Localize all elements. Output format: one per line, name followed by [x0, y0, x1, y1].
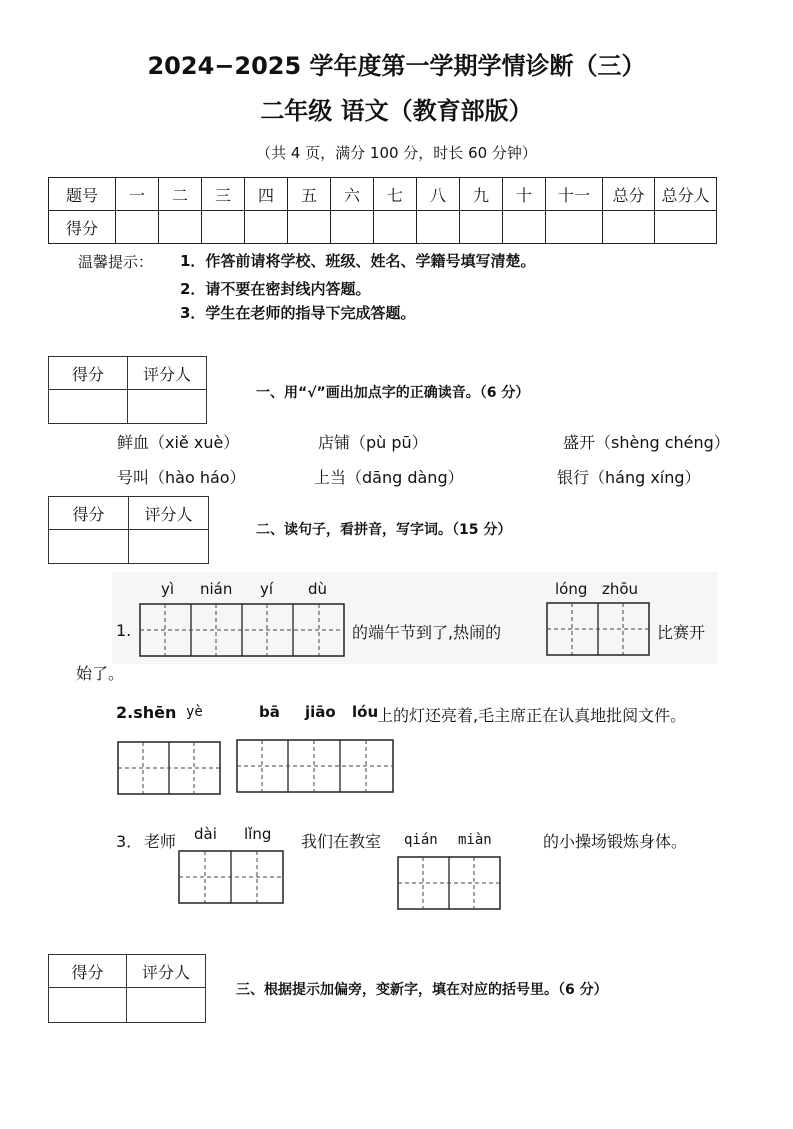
sentence-text: 的小操场锻炼身体。: [543, 832, 688, 851]
score-entry-cell[interactable]: [460, 211, 503, 244]
tip-item: 2．请不要在密封线内答题。: [180, 280, 371, 298]
question-number: 1.: [116, 621, 132, 640]
pinyin: nián: [200, 580, 233, 598]
pinyin: yì: [161, 580, 175, 598]
grader-name-entry[interactable]: [129, 530, 209, 564]
pinyin: lóng: [555, 580, 588, 598]
sentence-text: 比赛开: [657, 623, 706, 642]
score-table-cell: 十: [503, 178, 546, 211]
section1-title: 一、用“√”画出加点字的正确读音。（6 分）: [256, 385, 530, 401]
score-entry-cell[interactable]: [288, 211, 331, 244]
score-entry-cell[interactable]: [159, 211, 202, 244]
question-number: 3．: [116, 832, 143, 851]
score-table-cell: 一: [116, 178, 159, 211]
pinyin: miàn: [458, 832, 492, 848]
score-table-score-row: [49, 211, 717, 244]
score-table-cell: 七: [374, 178, 417, 211]
score-entry-cell[interactable]: [546, 211, 603, 244]
exam-subtitle: 二年级 语文（教育部版）: [260, 97, 533, 125]
score-table-cell: 十一: [546, 178, 603, 211]
score-table-row-label: 得分: [49, 211, 116, 244]
pinyin: qián: [404, 832, 438, 848]
grader-score-label: 得分: [49, 357, 128, 390]
reading-item[interactable]: 号叫（hào háo）: [117, 468, 246, 487]
sentence-text: 的端午节到了,热闹的: [352, 623, 502, 642]
score-entry-cell[interactable]: [417, 211, 460, 244]
writing-grid-4[interactable]: [139, 603, 345, 657]
reading-item[interactable]: 银行（háng xíng）: [557, 468, 701, 487]
score-table: [48, 177, 717, 244]
score-entry-cell[interactable]: [331, 211, 374, 244]
score-table-cell: 八: [417, 178, 460, 211]
grader-box-2: [48, 496, 209, 564]
grader-score-entry[interactable]: [49, 988, 127, 1023]
section3-title: 三、根据提示加偏旁，变新字，填在对应的括号里。（6 分）: [236, 982, 608, 998]
score-table-cell: 题号: [49, 178, 116, 211]
score-table-cell: 五: [288, 178, 331, 211]
grader-name-entry[interactable]: [128, 390, 207, 424]
grader-name-label: 评分人: [127, 955, 206, 988]
grader-name-label: 评分人: [128, 357, 207, 390]
reading-item[interactable]: 上当（dāng dàng）: [314, 468, 464, 487]
score-entry-cell[interactable]: [374, 211, 417, 244]
score-entry-cell[interactable]: [202, 211, 245, 244]
pinyin: dù: [308, 580, 328, 598]
reading-item[interactable]: 鲜血（xiě xuè）: [117, 433, 240, 452]
sentence-text: 始了。: [76, 664, 125, 683]
question-lead: 2.shēn: [116, 703, 177, 722]
grader-score-entry[interactable]: [49, 390, 128, 424]
writing-grid-2[interactable]: [117, 741, 221, 795]
score-entry-cell[interactable]: [245, 211, 288, 244]
pinyin: lóu: [352, 703, 379, 721]
pinyin: dài: [194, 825, 217, 843]
reading-item[interactable]: 店铺（pù pū）: [318, 433, 428, 452]
pinyin: jiāo: [305, 703, 336, 721]
tip-item: 3．学生在老师的指导下完成答题。: [180, 304, 416, 322]
tips-label: 温馨提示：: [78, 253, 154, 271]
grader-score-entry[interactable]: [49, 530, 129, 564]
pinyin: zhōu: [602, 580, 639, 598]
grader-name-entry[interactable]: [127, 988, 206, 1023]
grader-name-label: 评分人: [129, 497, 209, 530]
grader-box-3: [48, 954, 206, 1023]
score-entry-cell[interactable]: [655, 211, 717, 244]
pinyin: yí: [260, 580, 274, 598]
writing-grid-3[interactable]: [236, 739, 394, 793]
writing-grid-2[interactable]: [546, 602, 650, 656]
score-table-header-row: [49, 178, 717, 211]
score-table-cell: 二: [159, 178, 202, 211]
reading-item[interactable]: 盛开（shèng chéng）: [563, 433, 730, 452]
score-entry-cell[interactable]: [503, 211, 546, 244]
score-table-cell: 六: [331, 178, 374, 211]
score-table-cell: 三: [202, 178, 245, 211]
score-table-cell: 总分: [603, 178, 655, 211]
sentence-text: 老师: [144, 832, 177, 851]
pinyin: bā: [259, 703, 280, 721]
exam-title: 2024−2025 学年度第一学期学情诊断（三）: [147, 52, 646, 80]
writing-grid-2[interactable]: [397, 856, 501, 910]
grader-score-label: 得分: [49, 955, 127, 988]
score-entry-cell[interactable]: [603, 211, 655, 244]
score-table-cell: 四: [245, 178, 288, 211]
score-table-cell: 总分人: [655, 178, 717, 211]
grader-score-label: 得分: [49, 497, 129, 530]
writing-grid-2[interactable]: [178, 850, 284, 904]
section2-title: 二、读句子，看拼音，写字词。（15 分）: [256, 522, 512, 538]
exam-info: （共 4 页，满分 100 分，时长 60 分钟）: [256, 144, 537, 162]
pinyin: yè: [186, 704, 203, 720]
sentence-text: 上的灯还亮着,毛主席正在认真地批阅文件。: [377, 706, 687, 725]
pinyin: lǐng: [244, 825, 272, 843]
grader-box-1: [48, 356, 207, 424]
score-table-cell: 九: [460, 178, 503, 211]
sentence-text: 我们在教室: [301, 832, 382, 851]
tip-item: 1．作答前请将学校、班级、姓名、学籍号填写清楚。: [180, 252, 536, 270]
score-entry-cell[interactable]: [116, 211, 159, 244]
